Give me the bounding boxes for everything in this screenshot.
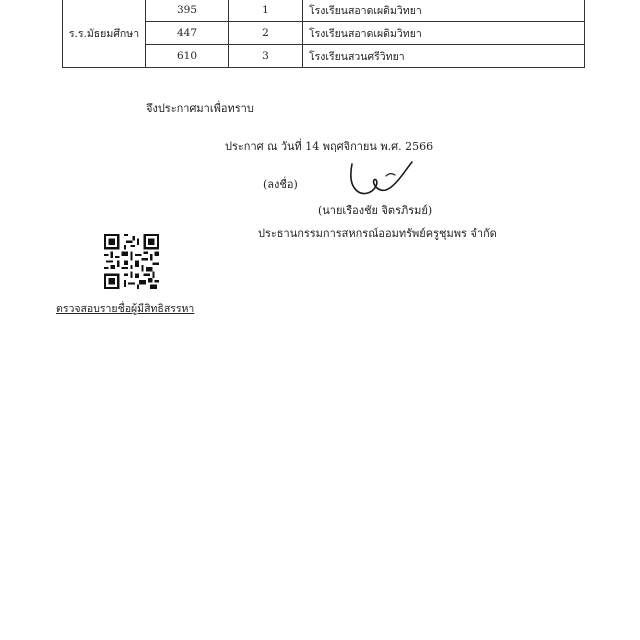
row-number: 610 (146, 45, 229, 68)
group-label: ร.ร.มัธยมศึกษา (63, 0, 146, 68)
row-rank: 3 (229, 45, 303, 68)
row-school: โรงเรียนสวนศรีวิทยา (303, 45, 585, 68)
row-number: 447 (146, 22, 229, 45)
signature-image (342, 158, 422, 200)
sign-label: (ลงชื่อ) (263, 178, 298, 191)
row-school: โรงเรียนสอาดเผดิมวิทยา (303, 22, 585, 45)
row-rank: 1 (229, 0, 303, 22)
row-school: โรงเรียนสอาดเผดิมวิทยา (303, 0, 585, 22)
qr-check-link[interactable]: ตรวจสอบรายชื่อผู้มีสิทธิสรรหา (56, 303, 195, 315)
row-number: 395 (146, 0, 229, 22)
row-rank: 2 (229, 22, 303, 45)
signer-name: (นายเรืองชัย จิตรภิรมย์) (318, 204, 433, 217)
announce-date: ประกาศ ณ วันที่ 14 พฤศจิกายน พ.ศ. 2566 (225, 140, 434, 153)
table-row (63, 0, 585, 22)
results-table (62, 0, 585, 68)
signer-position: ประธานกรรมการสหกรณ์ออมทรัพย์ครูชุมพร จำกัด (258, 227, 497, 240)
qr-code-icon[interactable] (104, 234, 159, 289)
notice-text: จึงประกาศมาเพื่อทราบ (146, 102, 254, 115)
